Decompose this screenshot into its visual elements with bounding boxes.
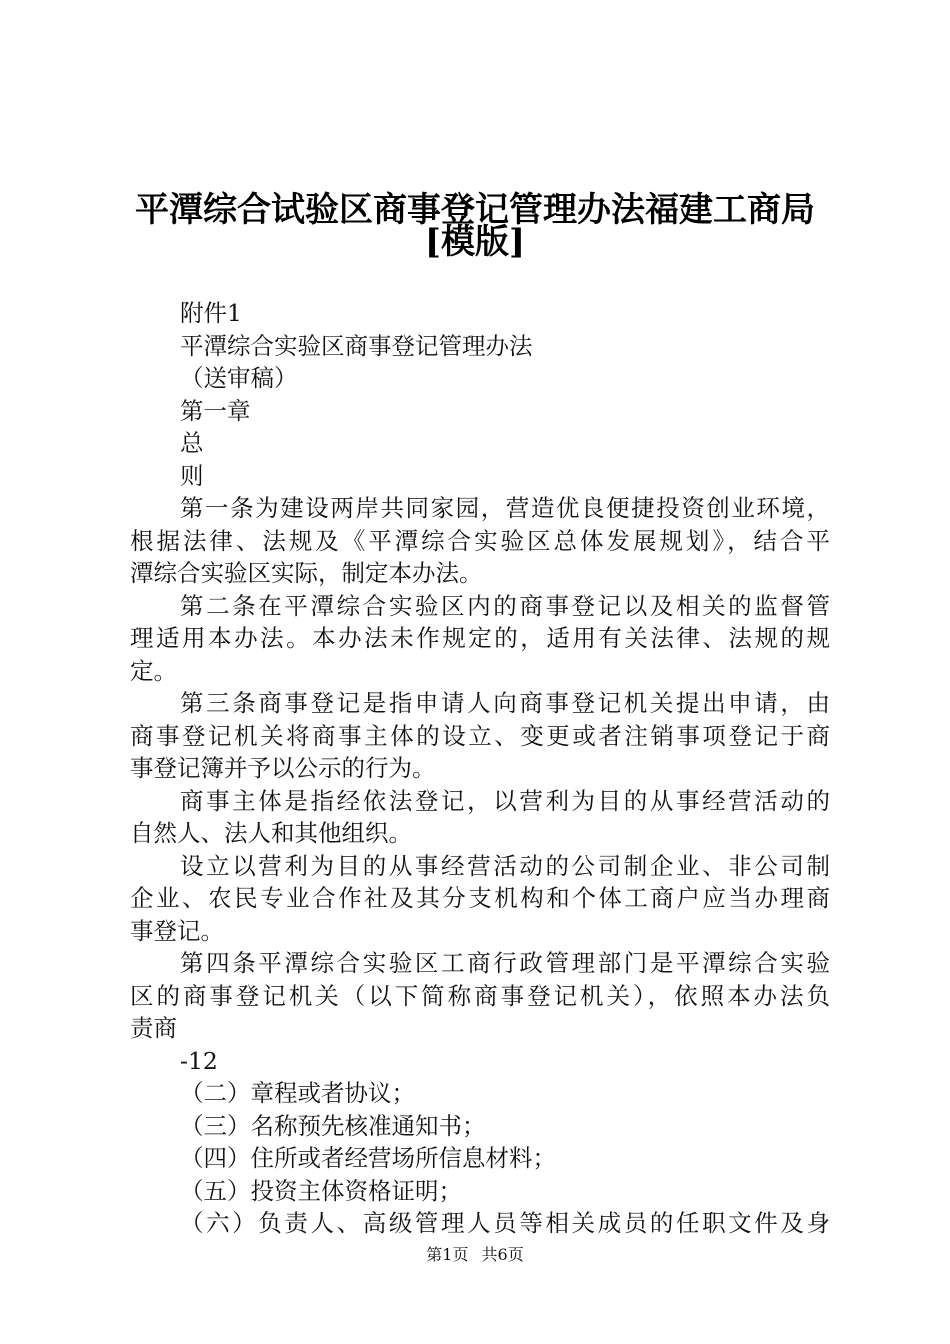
body-line: 第一章 <box>180 396 251 425</box>
body-line: 总 <box>180 429 204 457</box>
body-line: 定。 <box>130 656 177 685</box>
document-body <box>130 297 830 1240</box>
body-line: 第四条平潭综合实验区工商行政管理部门是平潭综合实验 <box>180 949 830 977</box>
body-line: 自然人、法人和其他组织。 <box>130 819 412 847</box>
body-line: 潭综合实验区实际，制定本办法。 <box>130 559 483 587</box>
body-line: 则 <box>180 461 204 490</box>
body-line: 第二条在平潭综合实验区内的商事登记以及相关的监督管 <box>180 591 830 620</box>
body-line: 责商 <box>130 1014 177 1042</box>
body-line: 商事登记机关将商事主体的设立、变更或者注销事项登记于商 <box>130 721 830 750</box>
body-line: （三）名称预先核准通知书； <box>180 1111 486 1140</box>
body-line: 第三条商事登记是指申请人向商事登记机关提出申请，由 <box>180 689 830 717</box>
body-line: 事登记。 <box>130 916 224 945</box>
body-line: 第一条为建设两岸共同家园，营造优良便捷投资创业环境， <box>180 494 830 522</box>
body-line: 根据法律、法规及《平潭综合实验区总体发展规划》，结合平 <box>130 526 830 555</box>
body-line: （送审稿） <box>180 364 298 392</box>
body-line: 企业、农民专业合作社及其分支机构和个体工商户应当办理商 <box>130 884 830 912</box>
body-line: （二）章程或者协议； <box>180 1079 415 1107</box>
body-line: 事登记簿并予以公示的行为。 <box>130 754 436 782</box>
document-title-line-2: [模版] <box>424 222 526 262</box>
page-number: 第1页 <box>426 1245 469 1264</box>
document-title-line-1: 平潭综合试验区商事登记管理办法福建工商局 <box>135 190 815 230</box>
body-line: 附件1 <box>180 299 242 327</box>
body-line: （五）投资主体资格证明； <box>180 1176 462 1205</box>
body-line: （四）住所或者经营场所信息材料； <box>180 1144 556 1172</box>
body-line: 区的商事登记机关（以下简称商事登记机关），依照本办法负 <box>130 981 830 1010</box>
page-total: 共6页 <box>481 1245 524 1264</box>
body-line: -12 <box>180 1046 218 1075</box>
body-line: 商事主体是指经依法登记，以营利为目的从事经营活动的 <box>180 786 830 815</box>
body-line: 设立以营利为目的从事经营活动的公司制企业、非公司制 <box>180 851 830 880</box>
body-line: （六）负责人、高级管理人员等相关成员的任职文件及身 <box>180 1209 830 1237</box>
page-footer <box>0 1244 950 1266</box>
body-line: 理适用本办法。本办法未作规定的，适用有关法律、法规的规 <box>130 624 830 652</box>
body-line: 平潭综合实验区商事登记管理办法 <box>180 331 533 360</box>
